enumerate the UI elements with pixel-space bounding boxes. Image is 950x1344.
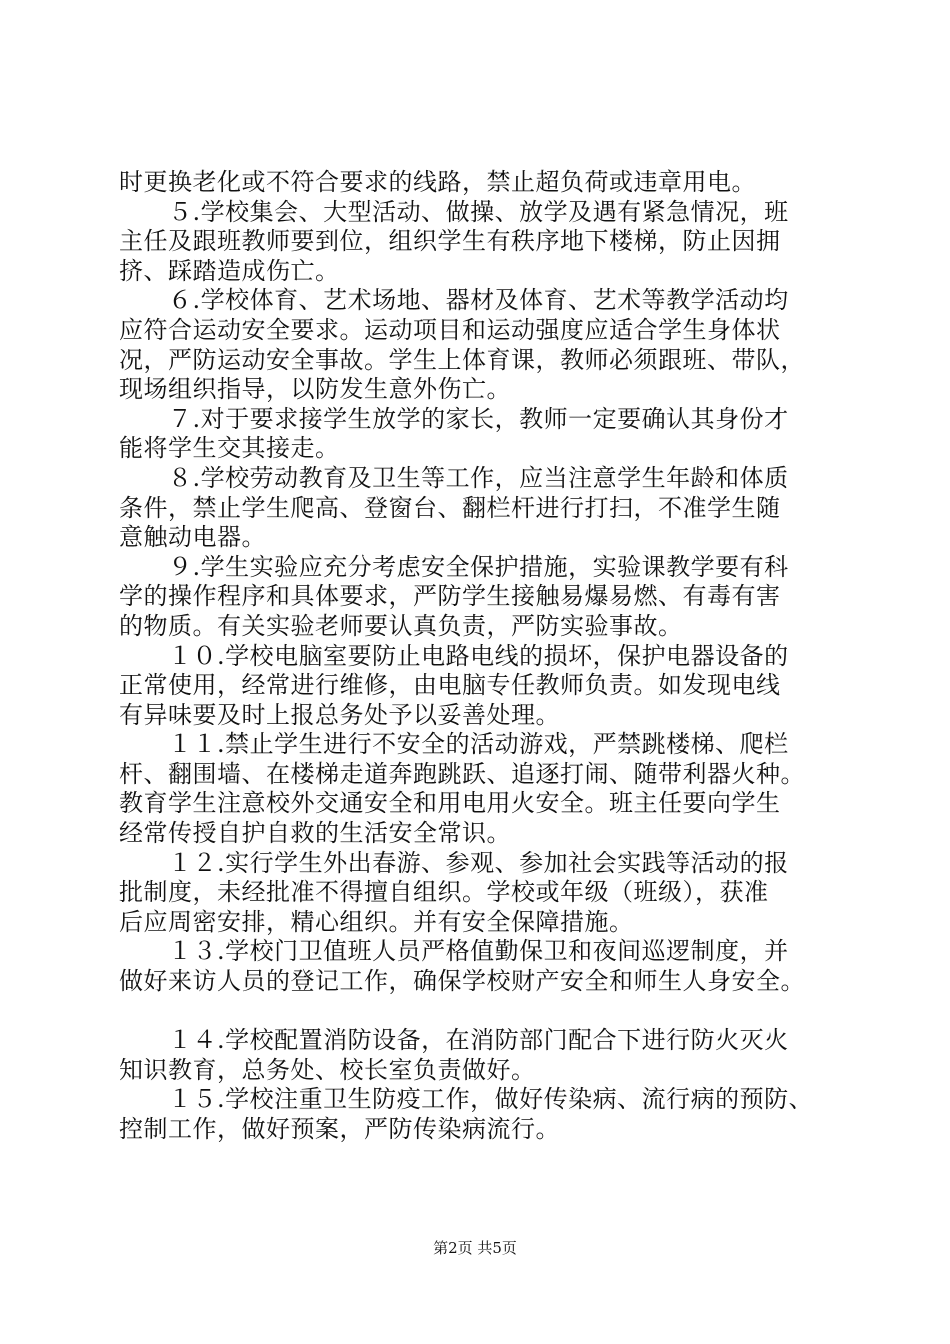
- text-line: 做好来访人员的登记工作，确保学校财产安全和师生人身安全。: [119, 967, 805, 996]
- text-line: 后应周密安排，精心组织。并有安全保障措施。: [119, 907, 634, 936]
- text-line: 条件，禁止学生爬高、登窗台、翻栏杆进行打扫，不准学生随: [119, 493, 781, 522]
- text-line: 学的操作程序和具体要求，严防学生接触易爆易燃、有毒有害: [119, 582, 781, 611]
- text-line: １４.学校配置消防设备，在消防部门配合下进行防火灭火: [119, 1026, 789, 1055]
- text-line: 控制工作，做好预案，严防传染病流行。: [119, 1115, 560, 1143]
- blank-line: [119, 997, 839, 1027]
- text-line: １０.学校电脑室要防止电路电线的损坏，保护电器设备的: [119, 641, 789, 670]
- text-line: 时更换老化或不符合要求的线路，禁止超负荷或违章用电。: [119, 168, 756, 196]
- text-line: ８.学校劳动教育及卫生等工作，应当注意学生年龄和体质: [119, 463, 789, 492]
- page-footer: 第2页 共5页: [433, 1239, 517, 1257]
- text-line: ５.学校集会、大型活动、做操、放学及遇有紧急情况，班: [119, 197, 789, 226]
- text-line: 能将学生交其接走。: [119, 434, 340, 463]
- text-line: 意触动电器。: [119, 523, 266, 552]
- text-line: 经常传授自护自救的生活安全常识。: [119, 819, 511, 848]
- document-body: [119, 168, 839, 1145]
- text-line: 况，严防运动安全事故。学生上体育课，教师必须跟班、带队，: [119, 345, 805, 374]
- text-line: 教育学生注意校外交通安全和用电用火安全。班主任要向学生: [119, 789, 781, 818]
- text-line: 杆、翻围墙、在楼梯走道奔跑跳跃、追逐打闹、随带利器火种。: [119, 759, 805, 788]
- text-line: １１.禁止学生进行不安全的活动游戏，严禁跳楼梯、爬栏: [119, 730, 789, 759]
- text-line: ７.对于要求接学生放学的家长，教师一定要确认其身份才: [119, 404, 789, 433]
- text-line: 主任及跟班教师要到位，组织学生有秩序地下楼梯，防止因拥: [119, 227, 781, 256]
- text-line: 有异味要及时上报总务处予以妥善处理。: [119, 700, 560, 729]
- text-line: １３.学校门卫值班人员严格值勤保卫和夜间巡逻制度，并: [119, 937, 789, 966]
- text-line: １２.实行学生外出春游、参观、参加社会实践等活动的报: [119, 848, 789, 877]
- text-line: ９.学生实验应充分考虑安全保护措施，实验课教学要有科: [119, 552, 789, 581]
- text-line: 正常使用，经常进行维修，由电脑专任教师负责。如发现电线: [119, 671, 781, 700]
- text-line: 挤、踩踏造成伤亡。: [119, 256, 340, 285]
- text-line: １５.学校注重卫生防疫工作，做好传染病、流行病的预防、: [119, 1085, 814, 1114]
- text-line: ６.学校体育、艺术场地、器材及体育、艺术等教学活动均: [119, 286, 789, 315]
- text-line: 现场组织指导，以防发生意外伤亡。: [119, 375, 511, 404]
- text-line: 的物质。有关实验老师要认真负责，严防实验事故。: [119, 611, 683, 640]
- text-line: 应符合运动安全要求。运动项目和运动强度应适合学生身体状: [119, 315, 781, 344]
- text-line: 批制度，未经批准不得擅自组织。学校或年级（班级），获准: [119, 878, 769, 907]
- text-line: 知识教育，总务处、校长室负责做好。: [119, 1055, 536, 1084]
